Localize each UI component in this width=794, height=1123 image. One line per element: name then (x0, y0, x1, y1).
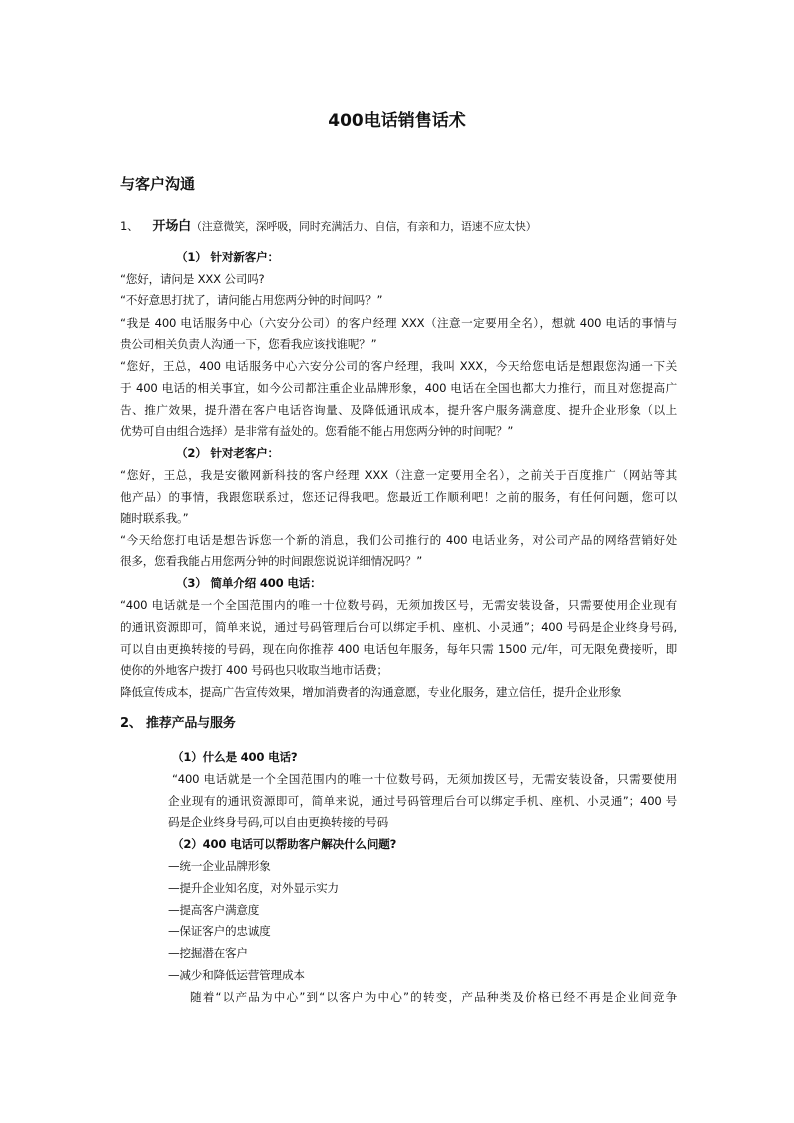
document-title: 400电话销售话术 (328, 111, 466, 131)
paragraph-line: 降低宣传成本，提高广告宣传效果，增加消费者的沟通意愿，专业化服务，建立信任，提升企业形象 (120, 685, 622, 699)
paragraph-line: 贵公司相关负责人沟通一下，您看我应该找谁呢？” (120, 337, 377, 351)
paragraph-line: “您好，王总，400 电话服务中心六安分公司的客户经理，我叫 XXX，今天给您电话是想跟您沟通一下关 (120, 359, 677, 373)
paragraph-line: “今天给您打电话是想告诉您一个新的消息，我们公司推行的 400 电话业务，对公司产品的网络营销好处 (120, 533, 677, 547)
paragraph-line: 使你的外地客户拨打 400 号码也只收取当地市话费； (120, 663, 388, 677)
list-item: —提升企业知名度，对外显示实力 (168, 881, 339, 895)
section-2-heading: 2、 推荐产品与服务 (120, 716, 236, 731)
paragraph-line: 于 400 电话的相关事宜，如今公司都注重企业品牌形象，400 电话在全国也都大力推行，而且对您提高广 (120, 381, 677, 395)
opening-item (120, 218, 537, 235)
paragraph-line: 码是企业终身号码,可以自由更换转接的号码 (168, 815, 388, 829)
question-2-heading: （2）400 电话可以帮助客户解决什么问题? (172, 837, 397, 851)
paragraph-line: 优势可自由组合选择）是非常有益处的。您看能不能占用您两分钟的时间呢？” (120, 424, 514, 438)
paragraph-line: 可以自由更换转接的号码，现在向你推荐 400 电话包年服务，每年只需 1500 元/年，可无限免费接听，即 (120, 642, 677, 656)
list-item: —减少和降低运营管理成本 (168, 968, 305, 982)
item-note: （注意微笑，深呼吸，同时充满活力、自信，有亲和力，语速不应太快） (190, 220, 537, 233)
paragraph-line: 企业现有的通讯资源即可，简单来说，通过号码管理后台可以绑定手机、座机、小灵通”；400 号 (168, 794, 677, 808)
paragraph-line: “400 电话就是一个全国范围内的唯一十位数号码，无须加拨区号，无需安装设备，只需要使用企业现有 (120, 598, 677, 612)
paragraph-line: “您好，王总，我是安徽网新科技的客户经理 XXX（注意一定要用全名），之前关于百度推广（网站等其 (120, 468, 677, 482)
paragraph-line: 随时联系我。” (120, 511, 189, 525)
section-heading: 与客户沟通 (120, 175, 196, 193)
old-customer-heading: （2） 针对老客户： (176, 446, 279, 460)
question-1-heading: （1）什么是 400 电话? (172, 750, 298, 764)
list-item: —挖掘潜在客户 (168, 946, 248, 960)
item-number: 1、 (120, 219, 139, 233)
paragraph-line: “您好，请问是 XXX 公司吗? (120, 272, 265, 286)
paragraph-line: 告、推广效果，提升潜在客户电话咨询量、及降低通讯成本，提升客户服务满意度、提升企业形象（以上 (120, 403, 677, 417)
list-item: —提高客户满意度 (168, 903, 260, 917)
paragraph-line: 很多，您看我能占用您两分钟的时间跟您说说详细情况吗？” (120, 554, 423, 568)
paragraph-line: “我是 400 电话服务中心（六安分公司）的客户经理 XXX（注意一定要用全名），想就 400 电话的事情与 (120, 316, 677, 330)
paragraph-line: 随着“以产品为中心”到“以客户为中心”的转变，产品种类及价格已经不再是企业间竞争 (190, 990, 677, 1004)
paragraph-line: 的通讯资源即可，简单来说，通过号码管理后台可以绑定手机、座机、小灵通”；400 号码是企业终身号码, (120, 620, 677, 634)
paragraph-line: “不好意思打扰了，请问能占用您两分钟的时间吗？” (120, 293, 383, 307)
item-label: 开场白 (152, 219, 191, 234)
paragraph-line: “400 电话就是一个全国范围内的唯一十位数号码，无须加拨区号，无需安装设备，只需要使用 (172, 772, 677, 786)
intro-heading: （3） 简单介绍 400 电话： (176, 576, 322, 590)
paragraph-line: 他产品）的事情，我跟您联系过，您还记得我吧。您最近工作顺利吧！之前的服务，有任何问题，您可以 (120, 490, 677, 504)
list-item: —统一企业品牌形象 (168, 859, 271, 873)
list-item: —保证客户的忠诚度 (168, 924, 271, 938)
new-customer-heading: （1） 针对新客户： (176, 250, 279, 264)
